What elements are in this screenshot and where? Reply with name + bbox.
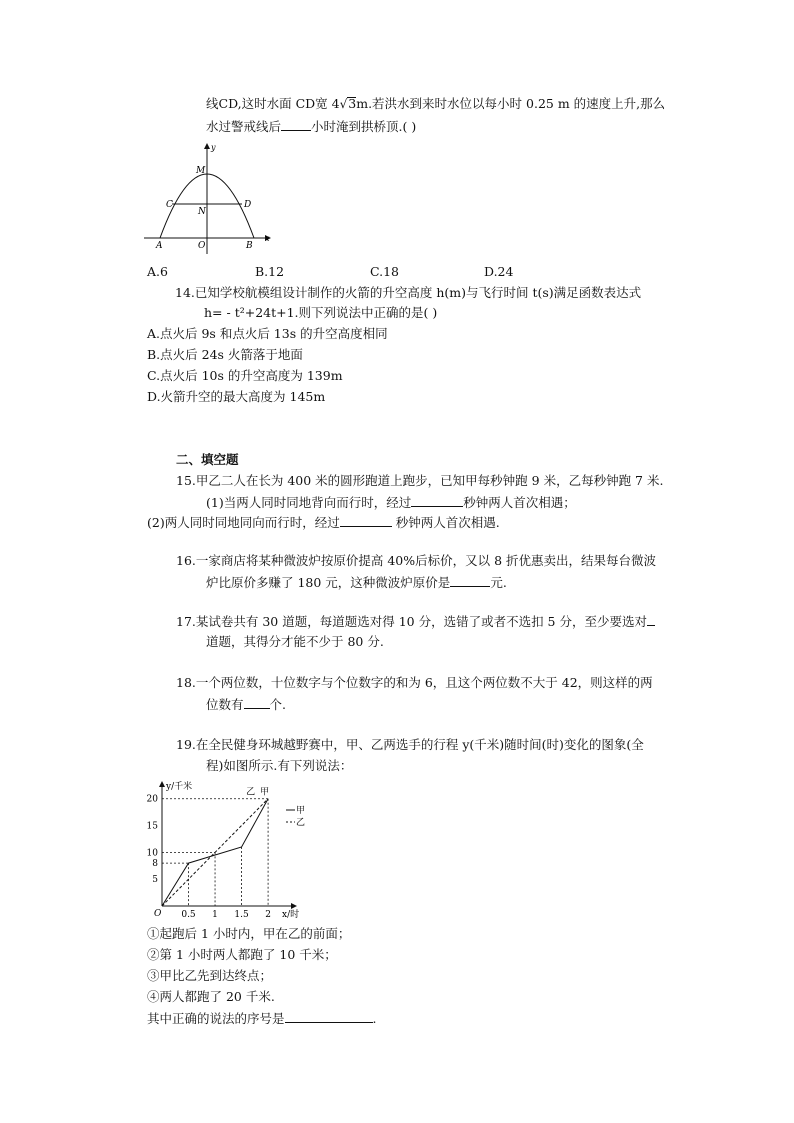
q19-statement-1: ①起跑后 1 小时内，甲在乙的前面； — [147, 926, 351, 941]
origin-label: O — [154, 909, 162, 918]
q17-line2: 道题，其得分才能不少于 80 分. — [206, 634, 384, 649]
label-d: D — [244, 200, 252, 210]
q19-answer-line: 其中正确的说法的序号是 . — [147, 1011, 377, 1026]
y-tick-label: 10 — [146, 848, 158, 859]
q14-option-b[interactable]: B.点火后 24s 火箭落于地面 — [147, 347, 303, 362]
answer-blank[interactable] — [450, 574, 490, 587]
label-n: N — [198, 207, 206, 217]
q19-statement-4: ④两人都跑了 20 千米. — [147, 989, 275, 1004]
end-label-jia: 甲 — [260, 787, 270, 798]
answer-blank[interactable] — [285, 1010, 373, 1023]
y-axis-label: y/千米 — [166, 782, 193, 792]
legend-label: 甲 — [296, 806, 306, 816]
q13-option-b[interactable]: B.12 — [255, 264, 285, 279]
x-tick-label: 2 — [265, 910, 271, 918]
q19-statement-2: ②第 1 小时两人都跑了 10 千米； — [147, 947, 337, 962]
q19-line1: 19.在全民健身环城越野赛中，甲、乙两选手的行程 y(千米)随时间(时)变化的图象(全 — [176, 737, 644, 752]
q14-line2: h= - t²+24t+1.则下列说法中正确的是( ) — [204, 305, 438, 320]
q13-line1: 线CD,这时水面 CD宽 4√3m.若洪水到来时水位以每小时 0.25 m 的速度上升,那么 — [206, 96, 666, 111]
q18-line2: 位数有 个. — [206, 697, 286, 712]
x-tick-label: 0.5 — [181, 910, 196, 918]
y-tick-label: 15 — [146, 821, 158, 832]
sqrt-radicand: 3 — [348, 96, 357, 111]
q14-option-d[interactable]: D.火箭升空的最大高度为 145m — [147, 389, 326, 404]
label-c: C — [166, 200, 173, 210]
sqrt-sign: √ — [339, 97, 348, 111]
end-label-yi: 乙 — [246, 787, 256, 798]
q17-line1: 17.某试卷共有 30 道题，每道题选对得 10 分，选错了或者不选扣 5 分，至少要选对 — [176, 613, 655, 630]
label-b: B — [246, 241, 253, 251]
legend-label: 乙 — [296, 818, 306, 828]
y-tick-label: 5 — [152, 875, 158, 886]
distance-time-chart — [140, 780, 310, 918]
q13-line2: 水过警戒线后 小时淹到拱桥顶.( ) — [206, 119, 417, 134]
q19-line2: 程)如图所示.有下列说法： — [206, 758, 353, 773]
x-tick-label: 1 — [212, 910, 218, 918]
label-o: O — [198, 241, 206, 251]
q16-line2: 炉比原价多赚了 180 元，这种微波炉原价是 元. — [206, 575, 507, 590]
q13-option-d[interactable]: D.24 — [484, 264, 514, 279]
q15-line3: (2)两人同时同地同向而行时，经过 秒钟两人首次相遇. — [147, 515, 500, 530]
label-m: M — [196, 166, 206, 176]
answer-blank[interactable] — [411, 494, 463, 507]
q18-line1: 18.一个两位数，十位数字与个位数字的和为 6，且这个两位数不大于 42，则这样的两 — [176, 675, 653, 690]
answer-blank[interactable] — [647, 613, 655, 626]
section-title: 二、填空题 — [176, 452, 239, 467]
answer-blank[interactable] — [244, 696, 270, 709]
q13-option-c[interactable]: C.18 — [370, 264, 399, 279]
q16-line1: 16.一家商店将某种微波炉按原价提高 40%后标价，又以 8 折优惠卖出，结果每台微波 — [176, 553, 657, 568]
q15-line2: (1)当两人同时同地背向而行时，经过 秒钟两人首次相遇； — [206, 495, 576, 510]
q14-line1: 14.已知学校航模组设计制作的火箭的升空高度 h(m)与飞行时间 t(s)满足函数表达式 — [175, 285, 642, 300]
y-tick-label: 20 — [146, 794, 158, 805]
q19-statement-3: ③甲比乙先到达终点； — [147, 968, 273, 983]
q15-line1: 15.甲乙二人在长为 400 米的圆形跑道上跑步，已知甲每秒钟跑 9 米，乙每秒钟跑 7 米. — [176, 473, 664, 488]
label-a: A — [156, 241, 163, 251]
answer-blank[interactable] — [281, 118, 311, 131]
label-x: x — [265, 234, 270, 243]
x-axis-label: x/时 — [282, 910, 300, 918]
q14-option-c[interactable]: C.点火后 10s 的升空高度为 139m — [147, 368, 343, 383]
answer-blank[interactable] — [340, 514, 392, 527]
label-y: y — [211, 143, 216, 152]
q14-option-a[interactable]: A.点火后 9s 和点火后 13s 的升空高度相同 — [147, 326, 388, 341]
y-tick-label: 8 — [152, 859, 158, 870]
q13-option-a[interactable]: A.6 — [147, 264, 168, 279]
parabola-figure — [140, 140, 280, 258]
x-tick-label: 1.5 — [234, 910, 249, 918]
